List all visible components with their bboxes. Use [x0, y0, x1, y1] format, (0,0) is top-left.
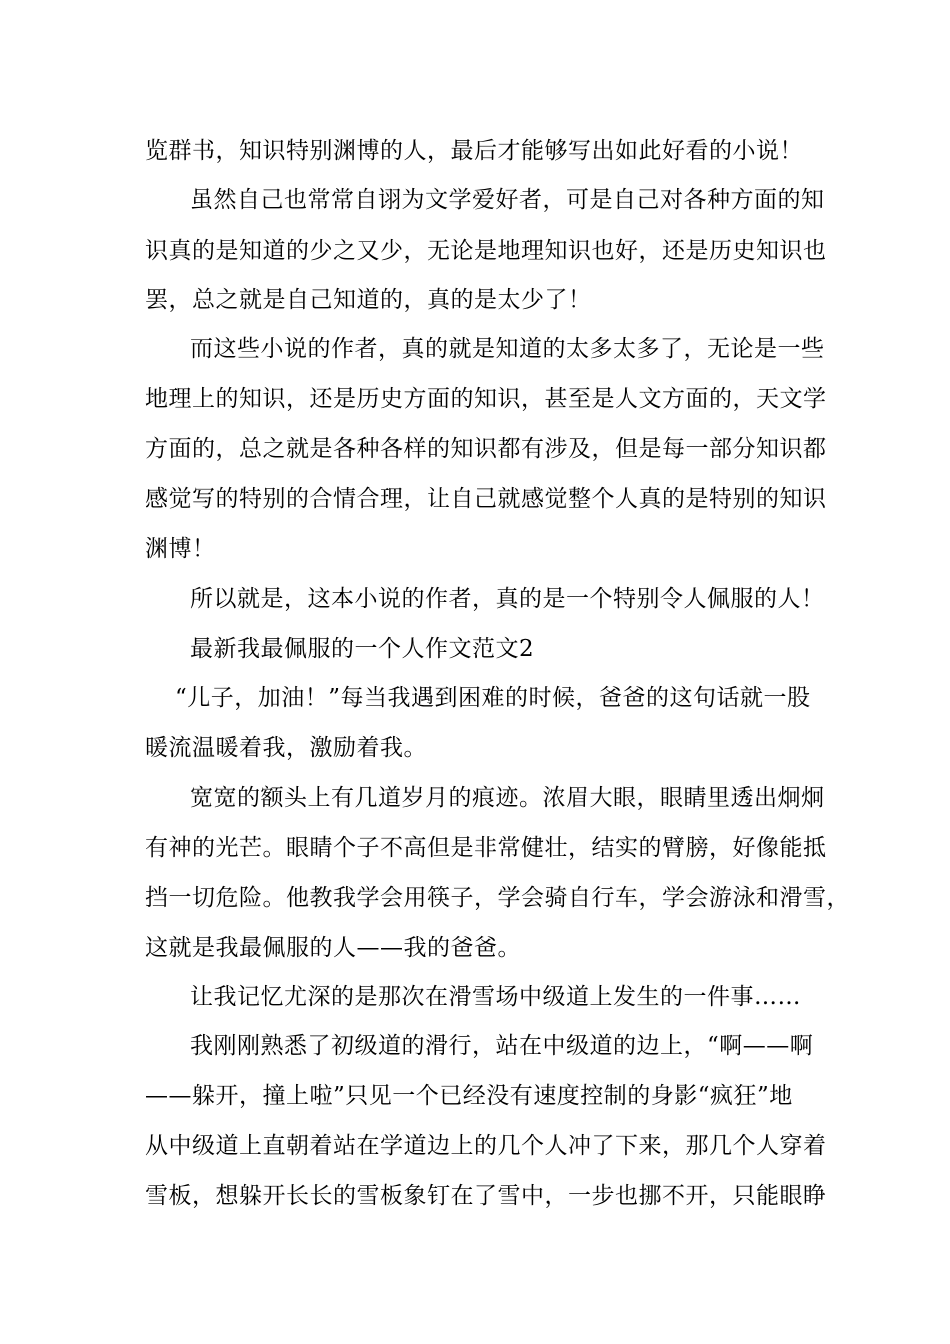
text-line: 宽宽的额头上有几道岁月的痕迹。浓眉大眼，眼睛里透出炯炯 — [190, 785, 825, 811]
text-line: “儿子，加油！”每当我遇到困难的时候，爸爸的这句话就一股 — [175, 685, 811, 711]
text-line: 识真的是知道的少之又少，无论是地理知识也好，还是历史知识也 — [145, 238, 827, 264]
text-line: 有神的光芒。眼睛个子不高但是非常健壮，结实的臂膀，好像能抵 — [145, 835, 827, 861]
text-line: 这就是我最佩服的人——我的爸爸。 — [145, 935, 521, 961]
text-line: ——躲开，撞上啦”只见一个已经没有速度控制的身影“疯狂”地 — [145, 1083, 793, 1109]
text-line: 让我记忆尤深的是那次在滑雪场中级道上发生的一件事…… — [190, 984, 801, 1010]
text-line: 罢，总之就是自己知道的，真的是太少了！ — [145, 287, 592, 313]
section-heading: 最新我最佩服的一个人作文范文2 — [190, 636, 535, 662]
text-line: 暖流温暖着我，激励着我。 — [145, 735, 427, 761]
text-line: 所以就是，这本小说的作者，真的是一个特别令人佩服的人！ — [190, 586, 825, 612]
text-line: 地理上的知识，还是历史方面的知识，甚至是人文方面的，天文学 — [145, 386, 827, 412]
text-line: 而这些小说的作者，真的就是知道的太多太多了，无论是一些 — [190, 336, 825, 362]
text-line: 挡一切危险。他教我学会用筷子，学会骑自行车，学会游泳和滑雪， — [145, 885, 850, 911]
text-line: 渊博！ — [145, 536, 216, 562]
text-line: 虽然自己也常常自诩为文学爱好者，可是自己对各种方面的知 — [190, 187, 825, 213]
text-line: 雪板，想躲开长长的雪板象钉在了雪中，一步也挪不开，只能眼睁 — [145, 1183, 827, 1209]
text-line: 感觉写的特别的合情合理，让自己就感觉整个人真的是特别的知识 — [145, 486, 827, 512]
text-line: 览群书，知识特别渊博的人，最后才能够写出如此好看的小说！ — [145, 138, 803, 164]
text-line: 从中级道上直朝着站在学道边上的几个人冲了下来，那几个人穿着 — [145, 1133, 827, 1159]
text-line: 我刚刚熟悉了初级道的滑行，站在中级道的边上，“啊——啊 — [190, 1033, 814, 1059]
text-line: 方面的，总之就是各种各样的知识都有涉及，但是每一部分知识都 — [145, 436, 827, 462]
